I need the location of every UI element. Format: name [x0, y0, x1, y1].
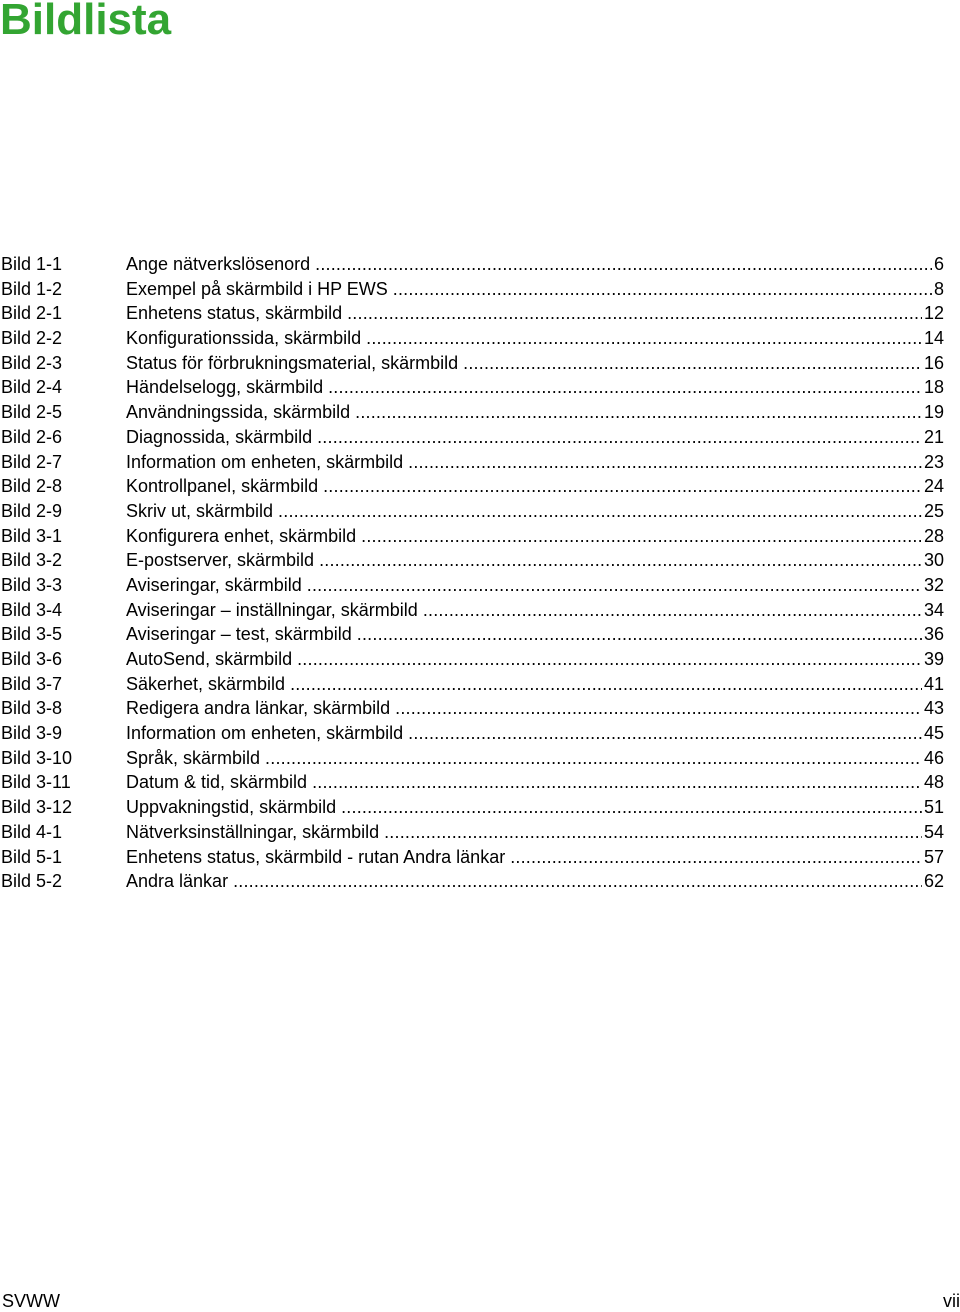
figure-page-number[interactable]: 45	[923, 723, 944, 744]
dot-leader	[357, 622, 922, 646]
dot-leader	[233, 869, 922, 893]
figure-list-item[interactable]	[0, 548, 944, 573]
figure-page-number[interactable]: 12	[923, 303, 944, 324]
figure-list-item[interactable]	[0, 573, 944, 598]
figure-list-item[interactable]	[0, 696, 944, 721]
figure-number: Bild 3-12	[1, 797, 73, 818]
dot-leader	[347, 301, 922, 325]
figure-number: Bild 3-9	[1, 723, 63, 744]
figure-page-number[interactable]: 14	[923, 328, 944, 349]
dot-leader	[463, 351, 922, 375]
figure-page-number[interactable]: 24	[923, 476, 944, 497]
figure-title[interactable]: Kontrollpanel, skärmbild	[126, 476, 319, 497]
figure-number: Bild 2-2	[1, 328, 63, 349]
figure-title[interactable]: Uppvakningstid, skärmbild	[126, 797, 337, 818]
figure-number: Bild 2-7	[1, 451, 63, 472]
figure-title[interactable]: Datum & tid, skärmbild	[126, 772, 308, 793]
figure-page-number[interactable]: 48	[923, 772, 944, 793]
figure-page-number[interactable]: 16	[923, 352, 944, 373]
figure-title[interactable]: Användningssida, skärmbild	[126, 402, 351, 423]
figure-title[interactable]: Aviseringar – test, skärmbild	[126, 624, 352, 645]
figure-title[interactable]: Aviseringar – inställningar, skärmbild	[126, 599, 418, 620]
dot-leader	[355, 400, 922, 424]
dot-leader	[290, 672, 922, 696]
footer-page-number: vii	[943, 1291, 960, 1311]
figure-number: Bild 2-6	[1, 426, 63, 447]
figure-number: Bild 3-8	[1, 698, 63, 719]
figure-page-number[interactable]: 28	[923, 525, 944, 546]
figure-list-item[interactable]	[0, 474, 944, 499]
dot-leader	[510, 845, 922, 869]
figure-number: Bild 2-5	[1, 402, 63, 423]
figure-number: Bild 3-6	[1, 649, 63, 669]
figure-number: Bild 5-1	[1, 846, 63, 867]
figure-page-number[interactable]: 18	[923, 377, 944, 398]
figure-page-number[interactable]: 34	[923, 599, 944, 620]
figure-title[interactable]: AutoSend, skärmbild	[126, 649, 293, 669]
figure-number: Bild 2-8	[1, 476, 63, 497]
figure-list	[0, 252, 944, 894]
footer-left-label: SVWW	[2, 1291, 60, 1311]
figure-title[interactable]: Enhetens status, skärmbild	[126, 303, 343, 324]
dot-leader	[265, 746, 922, 770]
figure-page-number[interactable]: 6	[933, 254, 944, 274]
figure-number: Bild 2-3	[1, 352, 63, 373]
dot-leader	[384, 820, 922, 844]
figure-list-item[interactable]	[0, 499, 944, 524]
figure-list-item[interactable]	[0, 450, 944, 475]
dot-leader	[328, 375, 922, 399]
figure-title[interactable]: Redigera andra länkar, skärmbild	[126, 698, 391, 719]
dot-leader	[297, 647, 922, 671]
dot-leader	[408, 450, 922, 474]
figure-number: Bild 1-1	[1, 254, 63, 274]
figure-page-number[interactable]: 19	[923, 402, 944, 423]
figure-title[interactable]: Andra länkar	[126, 871, 229, 892]
figure-title[interactable]: Skriv ut, skärmbild	[126, 500, 274, 521]
figure-page-number[interactable]: 30	[923, 550, 944, 571]
figure-list-item[interactable]	[0, 351, 944, 376]
figure-title[interactable]: E-postserver, skärmbild	[126, 550, 315, 571]
figure-list-item[interactable]	[0, 425, 944, 450]
figure-title[interactable]: Händelselogg, skärmbild	[126, 377, 324, 398]
figure-list-item[interactable]	[0, 524, 944, 549]
figure-list-item[interactable]	[0, 252, 944, 277]
figure-title[interactable]: Språk, skärmbild	[126, 747, 261, 768]
figure-number: Bild 1-2	[1, 278, 63, 299]
figure-list-item[interactable]	[0, 721, 944, 746]
figure-number: Bild 5-2	[1, 871, 63, 892]
figure-list-item[interactable]	[0, 326, 944, 351]
figure-list-item[interactable]	[0, 647, 944, 672]
dot-leader	[319, 548, 922, 572]
figure-number: Bild 4-1	[1, 821, 63, 842]
figure-title[interactable]: Ange nätverkslösenord	[126, 254, 311, 274]
figure-number: Bild 3-11	[1, 772, 71, 793]
dot-leader	[315, 252, 932, 276]
figure-list-item[interactable]	[0, 375, 944, 400]
figure-list-item[interactable]	[0, 869, 944, 894]
figure-page-number[interactable]: 21	[923, 426, 944, 447]
figure-title[interactable]: Exempel på skärmbild i HP EWS	[126, 278, 388, 299]
figure-page-number[interactable]: 54	[923, 821, 944, 842]
figure-number: Bild 3-4	[1, 599, 63, 620]
figure-number: Bild 2-4	[1, 377, 63, 398]
figure-list-item[interactable]	[0, 301, 944, 326]
dot-leader	[341, 795, 922, 819]
figure-page-number[interactable]: 57	[923, 846, 944, 867]
figure-title[interactable]: Konfigurera enhet, skärmbild	[126, 525, 357, 546]
figure-number: Bild 2-9	[1, 500, 63, 521]
figure-title[interactable]: Information om enheten, skärmbild	[126, 451, 404, 472]
figure-title[interactable]: Nätverksinställningar, skärmbild	[126, 821, 380, 842]
figure-list-item[interactable]	[0, 598, 944, 623]
figure-page-number[interactable]: 23	[923, 451, 944, 472]
figure-list-item[interactable]	[0, 400, 944, 425]
dot-leader	[366, 326, 922, 350]
figure-list-item[interactable]	[0, 770, 944, 795]
figure-page-number[interactable]: 8	[933, 278, 944, 299]
figure-title[interactable]: Status för förbrukningsmaterial, skärmbild	[126, 352, 459, 373]
figure-number: Bild 3-2	[1, 550, 63, 571]
dot-leader	[393, 277, 932, 301]
figure-page-number[interactable]: 25	[923, 500, 944, 521]
figure-page-number[interactable]: 36	[923, 624, 944, 645]
dot-leader	[312, 770, 922, 794]
dot-leader	[361, 524, 922, 548]
figure-number: Bild 3-1	[1, 525, 63, 546]
figure-number: Bild 3-5	[1, 624, 63, 645]
page-title: Bildlista	[0, 0, 172, 44]
dot-leader	[307, 573, 922, 597]
dot-leader	[395, 696, 922, 720]
figure-title[interactable]: Konfigurationssida, skärmbild	[126, 328, 362, 349]
figure-number: Bild 2-1	[1, 303, 63, 324]
figure-page-number[interactable]: 51	[923, 797, 944, 818]
figure-list-item[interactable]	[0, 820, 944, 845]
figure-list-item[interactable]	[0, 277, 944, 302]
figure-list-item[interactable]	[0, 672, 944, 697]
figure-number: Bild 3-7	[1, 673, 63, 694]
figure-number: Bild 3-10	[1, 747, 73, 768]
dot-leader	[323, 474, 922, 498]
figure-title[interactable]: Aviseringar, skärmbild	[126, 574, 302, 595]
dot-leader	[408, 721, 922, 745]
figure-page-number[interactable]: 39	[923, 649, 944, 669]
figure-title[interactable]: Diagnossida, skärmbild	[126, 426, 313, 447]
figure-list-item[interactable]	[0, 845, 944, 870]
figure-page-number[interactable]: 32	[923, 574, 944, 595]
figure-list-item[interactable]	[0, 795, 944, 820]
dot-leader	[317, 425, 922, 449]
dot-leader	[423, 598, 922, 622]
dot-leader	[278, 499, 922, 523]
figure-number: Bild 3-3	[1, 574, 63, 595]
figure-list-item[interactable]	[0, 622, 944, 647]
figure-title[interactable]: Enhetens status, skärmbild - rutan Andra länkar	[126, 846, 506, 867]
figure-title[interactable]: Information om enheten, skärmbild	[126, 723, 404, 744]
figure-page-number[interactable]: 46	[923, 747, 944, 768]
figure-list-item[interactable]	[0, 746, 944, 771]
figure-page-number[interactable]: 43	[923, 698, 944, 719]
figure-title[interactable]: Säkerhet, skärmbild	[126, 673, 286, 694]
figure-page-number[interactable]: 62	[923, 871, 944, 892]
figure-page-number[interactable]: 41	[923, 673, 944, 694]
